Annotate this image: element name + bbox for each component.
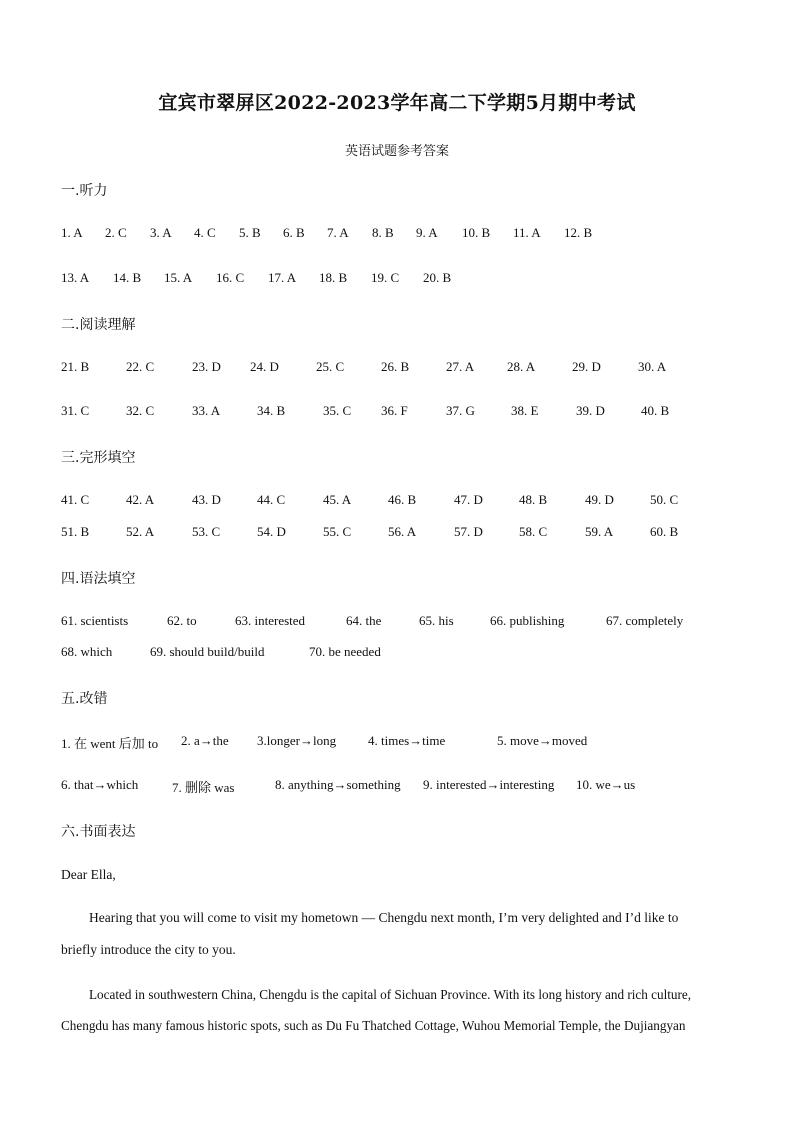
answer-item: 58. C	[519, 524, 548, 539]
answer-item: 49. D	[585, 492, 614, 507]
answer-item: 11. A	[513, 225, 541, 240]
section-heading-listening: 一.听力	[61, 183, 108, 199]
answer-item: 9. A	[416, 225, 438, 240]
answer-item: 48. B	[519, 492, 548, 507]
answer-item: 39. D	[576, 403, 605, 418]
answer-item: 67. completely	[606, 613, 684, 628]
answer-item: 62. to	[167, 613, 197, 628]
answer-item: 7. A	[327, 225, 349, 240]
answer-item: 14. B	[113, 270, 142, 285]
answer-item: 34. B	[257, 403, 286, 418]
answer-item: 69. should build/build	[150, 644, 265, 659]
answer-item: 1. A	[61, 225, 83, 240]
answer-item: 30. A	[638, 359, 667, 374]
answer-item: 2. C	[105, 225, 127, 240]
answer-item: 8. B	[372, 225, 394, 240]
answer-item: 13. A	[61, 270, 90, 285]
answer-item: 5. B	[239, 225, 261, 240]
answer-item: 5. move→moved	[497, 733, 588, 748]
answer-item: 63. interested	[235, 613, 306, 628]
answer-item: 52. A	[126, 524, 155, 539]
answer-item: 4. C	[194, 225, 216, 240]
answer-item: 7. 删除 was	[172, 780, 235, 795]
answer-item: 64. the	[346, 613, 382, 628]
answer-item: 32. C	[126, 403, 155, 418]
answer-item: 31. C	[61, 403, 90, 418]
answer-item: 8. anything→something	[275, 777, 401, 792]
answer-item: 12. B	[564, 225, 593, 240]
answer-item: 42. A	[126, 492, 155, 507]
answer-item: 25. C	[316, 359, 345, 374]
answer-item: 18. B	[319, 270, 348, 285]
section-heading-reading: 二.阅读理解	[61, 317, 136, 333]
answer-item: 24. D	[250, 359, 279, 374]
answer-item: 38. E	[511, 403, 539, 418]
answer-item: 57. D	[454, 524, 483, 539]
answer-item: 29. D	[572, 359, 601, 374]
answer-item: 28. A	[507, 359, 536, 374]
letter-salutation: Dear Ella,	[61, 867, 116, 882]
page-title: 宜宾市翠屏区2022-2023学年高二下学期5月期中考试	[158, 92, 636, 114]
letter-paragraph-1-line-2: briefly introduce the city to you.	[61, 942, 236, 957]
answer-item: 46. B	[388, 492, 417, 507]
letter-paragraph-1-line-1: Hearing that you will come to visit my hometown — Chengdu next month, I’m very delighted and I’d like to	[89, 910, 679, 925]
letter-paragraph-2-line-2: Chengdu has many famous historic spots, such as Du Fu Thatched Cottage, Wuhou Memorial Temple, the Dujiangyan	[61, 1018, 686, 1033]
answer-item: 9. interested→interesting	[423, 777, 555, 792]
answer-item: 41. C	[61, 492, 90, 507]
answer-item: 43. D	[192, 492, 221, 507]
answer-item: 1. 在 went 后加 to	[61, 736, 159, 751]
answer-item: 26. B	[381, 359, 410, 374]
answer-item: 50. C	[650, 492, 679, 507]
answer-item: 15. A	[164, 270, 193, 285]
answer-item: 3. A	[150, 225, 172, 240]
answer-item: 47. D	[454, 492, 483, 507]
answer-item: 70. be needed	[309, 644, 381, 659]
answer-item: 10. we→us	[576, 777, 636, 792]
section-heading-writing: 六.书面表达	[61, 824, 136, 840]
answer-item: 44. C	[257, 492, 286, 507]
letter-paragraph-2-line-1: Located in southwestern China, Chengdu is the capital of Sichuan Province. With its long history and rich culture,	[89, 987, 692, 1002]
answer-item: 6. B	[283, 225, 305, 240]
answer-item: 45. A	[323, 492, 352, 507]
answer-item: 40. B	[641, 403, 670, 418]
answer-item: 35. C	[323, 403, 352, 418]
answer-item: 66. publishing	[490, 613, 565, 628]
answer-item: 68. which	[61, 644, 113, 659]
answer-item: 55. C	[323, 524, 352, 539]
answer-item: 54. D	[257, 524, 286, 539]
section-heading-cloze: 三.完形填空	[61, 450, 136, 466]
answer-item: 21. B	[61, 359, 90, 374]
answer-item: 37. G	[446, 403, 475, 418]
answer-item: 61. scientists	[61, 613, 129, 628]
answer-item: 16. C	[216, 270, 245, 285]
answer-item: 17. A	[268, 270, 297, 285]
answer-item: 6. that→which	[61, 777, 139, 792]
answer-item: 22. C	[126, 359, 155, 374]
answer-item: 10. B	[462, 225, 491, 240]
answer-item: 4. times→time	[368, 733, 446, 748]
answer-item: 33. A	[192, 403, 221, 418]
section-heading-correction: 五.改错	[61, 691, 108, 707]
answer-item: 3.longer→long	[257, 733, 337, 748]
section-heading-grammar: 四.语法填空	[61, 571, 136, 587]
answer-item: 2. a→the	[181, 733, 229, 748]
answer-item: 36. F	[381, 403, 408, 418]
answer-item: 60. B	[650, 524, 679, 539]
answer-item: 59. A	[585, 524, 614, 539]
answer-item: 56. A	[388, 524, 417, 539]
answer-item: 53. C	[192, 524, 221, 539]
answer-item: 23. D	[192, 359, 221, 374]
answer-item: 51. B	[61, 524, 90, 539]
answer-item: 20. B	[423, 270, 452, 285]
answer-item: 19. C	[371, 270, 400, 285]
answer-item: 65. his	[419, 613, 454, 628]
answer-item: 27. A	[446, 359, 475, 374]
page-subtitle: 英语试题参考答案	[344, 144, 449, 159]
